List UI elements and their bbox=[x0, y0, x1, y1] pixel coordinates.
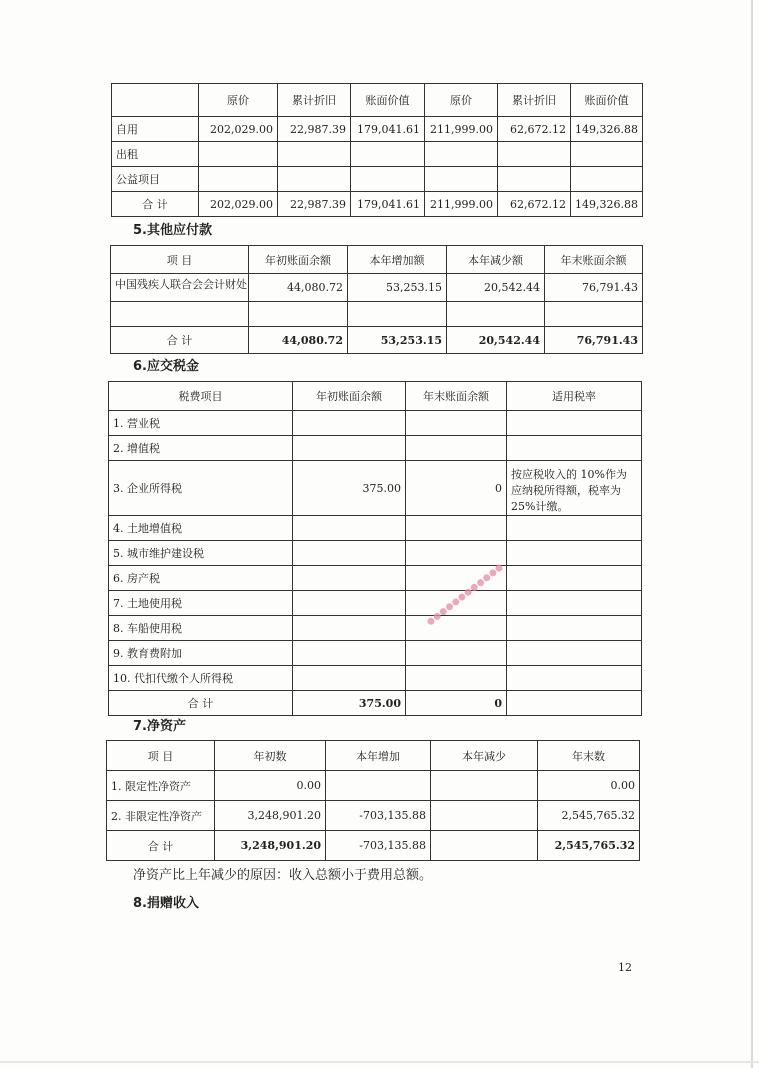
table-cell: 22,987.39 bbox=[278, 117, 351, 142]
row-label: 4. 土地增值税 bbox=[109, 516, 293, 541]
tax-rate-note: 按应税收入的 10%作为应纳税所得额，税率为25%计缴。 bbox=[507, 461, 642, 516]
table-row bbox=[107, 771, 640, 801]
table-cell: -703,135.88 bbox=[326, 801, 431, 831]
table-cell bbox=[293, 541, 406, 566]
table-cell: 0.00 bbox=[215, 771, 326, 801]
table-cell bbox=[293, 616, 406, 641]
table-cell bbox=[406, 666, 507, 691]
table-cell: 53,253.15 bbox=[348, 327, 447, 354]
table-cell bbox=[498, 142, 571, 167]
table-cell bbox=[507, 436, 642, 461]
table-cell bbox=[507, 591, 642, 616]
table-cell: 44,080.72 bbox=[249, 327, 348, 354]
table-cell bbox=[278, 167, 351, 192]
table-cell bbox=[406, 411, 507, 436]
fixed-assets-table bbox=[111, 83, 643, 217]
table-total-row bbox=[107, 831, 640, 861]
table-cell bbox=[293, 436, 406, 461]
table-total-row bbox=[109, 691, 642, 716]
row-label: 自用 bbox=[112, 117, 199, 142]
table-cell bbox=[406, 541, 507, 566]
table-cell bbox=[431, 801, 538, 831]
table-row bbox=[112, 142, 643, 167]
row-label: 3. 企业所得税 bbox=[109, 461, 293, 516]
other-payables-table bbox=[110, 245, 643, 354]
table-cell bbox=[507, 516, 642, 541]
table-cell: 22,987.39 bbox=[278, 192, 351, 217]
table-row bbox=[112, 117, 643, 142]
table-cell bbox=[406, 616, 507, 641]
table-cell bbox=[507, 666, 642, 691]
table-header-row bbox=[109, 382, 642, 411]
table-cell: 53,253.15 bbox=[348, 274, 447, 302]
table-cell bbox=[348, 302, 447, 327]
table-cell bbox=[293, 666, 406, 691]
table-cell bbox=[406, 641, 507, 666]
table-cell bbox=[249, 302, 348, 327]
header-cell bbox=[112, 84, 199, 117]
row-label: 8. 车船使用税 bbox=[109, 616, 293, 641]
header-cell: 年初账面余额 bbox=[293, 382, 406, 411]
table-cell: 20,542.44 bbox=[447, 327, 545, 354]
table-row bbox=[109, 666, 642, 691]
table-cell: 62,672.12 bbox=[498, 192, 571, 217]
table-row bbox=[111, 302, 643, 327]
table-cell bbox=[545, 302, 643, 327]
table-header-row bbox=[112, 84, 643, 117]
row-label: 合 计 bbox=[112, 192, 199, 217]
row-label: 7. 土地使用税 bbox=[109, 591, 293, 616]
table-cell bbox=[571, 142, 643, 167]
table-cell: 2,545,765.32 bbox=[538, 831, 640, 861]
header-cell: 年末账面余额 bbox=[545, 246, 643, 274]
table-cell bbox=[293, 566, 406, 591]
table-cell: 149,326.88 bbox=[571, 117, 643, 142]
table-row bbox=[109, 591, 642, 616]
net-assets-table bbox=[106, 740, 640, 861]
row-label: 1. 限定性净资产 bbox=[107, 771, 215, 801]
table-cell bbox=[431, 831, 538, 861]
row-label: 合 计 bbox=[107, 831, 215, 861]
table-cell bbox=[293, 591, 406, 616]
section-7-title: 7.净资产 bbox=[133, 719, 186, 734]
row-label: 2. 增值税 bbox=[109, 436, 293, 461]
table-cell bbox=[293, 641, 406, 666]
table-cell bbox=[326, 771, 431, 801]
table-cell bbox=[507, 411, 642, 436]
row-label: 6. 房产税 bbox=[109, 566, 293, 591]
taxes-payable-table bbox=[108, 381, 642, 716]
header-cell: 年末账面余额 bbox=[406, 382, 507, 411]
table-cell bbox=[425, 142, 498, 167]
table-row bbox=[112, 167, 643, 192]
row-label: 10. 代扣代缴个人所得税 bbox=[109, 666, 293, 691]
table-cell bbox=[507, 616, 642, 641]
row-label: 5. 城市维护建设税 bbox=[109, 541, 293, 566]
row-label: 2. 非限定性净资产 bbox=[107, 801, 215, 831]
table-cell: -703,135.88 bbox=[326, 831, 431, 861]
table-row bbox=[107, 801, 640, 831]
table-row bbox=[109, 541, 642, 566]
table-cell bbox=[293, 411, 406, 436]
table-row bbox=[109, 566, 642, 591]
header-cell: 本年增加额 bbox=[348, 246, 447, 274]
table-cell: 375.00 bbox=[293, 691, 406, 716]
row-label: 中国残疾人联合会会计财处 bbox=[111, 274, 249, 302]
header-cell: 原价 bbox=[199, 84, 278, 117]
header-cell: 原价 bbox=[425, 84, 498, 117]
table-cell: 44,080.72 bbox=[249, 274, 348, 302]
table-cell bbox=[447, 302, 545, 327]
table-row bbox=[109, 616, 642, 641]
seal-stamp-imprint: ●●●●●●●●●●●● bbox=[425, 561, 506, 628]
header-cell: 账面价值 bbox=[571, 84, 643, 117]
table-cell: 76,791.43 bbox=[545, 327, 643, 354]
table-cell: 62,672.12 bbox=[498, 117, 571, 142]
header-cell: 年末数 bbox=[538, 741, 640, 771]
table-row bbox=[109, 641, 642, 666]
table-cell: 202,029.00 bbox=[199, 192, 278, 217]
row-label: 1. 营业税 bbox=[109, 411, 293, 436]
table-cell bbox=[351, 167, 425, 192]
header-cell: 累计折旧 bbox=[498, 84, 571, 117]
table-cell bbox=[507, 566, 642, 591]
header-cell: 适用税率 bbox=[507, 382, 642, 411]
table-header-row bbox=[111, 246, 643, 274]
header-cell: 项 目 bbox=[107, 741, 215, 771]
header-cell: 本年增加 bbox=[326, 741, 431, 771]
section-5-title: 5.其他应付款 bbox=[133, 223, 212, 238]
table-cell bbox=[278, 142, 351, 167]
table-cell: 179,041.61 bbox=[351, 192, 425, 217]
table-cell: 0.00 bbox=[538, 771, 640, 801]
table-cell bbox=[351, 142, 425, 167]
table-cell bbox=[507, 641, 642, 666]
table-cell: 3,248,901.20 bbox=[215, 801, 326, 831]
table-row bbox=[109, 411, 642, 436]
section-6-title: 6.应交税金 bbox=[133, 359, 199, 374]
table-cell: 211,999.00 bbox=[425, 117, 498, 142]
table-cell bbox=[293, 516, 406, 541]
table-cell bbox=[498, 167, 571, 192]
table-cell bbox=[431, 771, 538, 801]
net-assets-note: 净资产比上年减少的原因：收入总额小于费用总额。 bbox=[133, 868, 433, 883]
table-cell: 76,791.43 bbox=[545, 274, 643, 302]
table-cell: 0 bbox=[406, 691, 507, 716]
section-8-title: 8.捐赠收入 bbox=[133, 896, 199, 911]
header-cell: 本年减少 bbox=[431, 741, 538, 771]
table-cell bbox=[199, 167, 278, 192]
table-cell: 149,326.88 bbox=[571, 192, 643, 217]
table-cell bbox=[406, 436, 507, 461]
header-cell: 年初数 bbox=[215, 741, 326, 771]
table-cell: 2,545,765.32 bbox=[538, 801, 640, 831]
table-cell: 20,542.44 bbox=[447, 274, 545, 302]
header-cell: 本年减少额 bbox=[447, 246, 545, 274]
table-cell bbox=[199, 142, 278, 167]
table-cell: 179,041.61 bbox=[351, 117, 425, 142]
row-label: 9. 教育费附加 bbox=[109, 641, 293, 666]
header-cell: 项 目 bbox=[111, 246, 249, 274]
row-label: 合 计 bbox=[109, 691, 293, 716]
table-cell bbox=[406, 516, 507, 541]
table-row bbox=[111, 274, 643, 302]
header-cell: 年初账面余额 bbox=[249, 246, 348, 274]
row-label: 公益项目 bbox=[112, 167, 199, 192]
table-cell bbox=[571, 167, 643, 192]
table-cell: 3,248,901.20 bbox=[215, 831, 326, 861]
table-cell bbox=[111, 302, 249, 327]
header-cell: 累计折旧 bbox=[278, 84, 351, 117]
table-header-row bbox=[107, 741, 640, 771]
table-cell bbox=[507, 691, 642, 716]
table-cell: 375.00 bbox=[293, 461, 406, 516]
table-total-row bbox=[112, 192, 643, 217]
page-number: 12 bbox=[618, 961, 632, 974]
table-row bbox=[109, 516, 642, 541]
table-cell bbox=[425, 167, 498, 192]
table-cell: 0 bbox=[406, 461, 507, 516]
header-cell: 税费项目 bbox=[109, 382, 293, 411]
header-cell: 账面价值 bbox=[351, 84, 425, 117]
row-label: 合 计 bbox=[111, 327, 249, 354]
table-cell: 202,029.00 bbox=[199, 117, 278, 142]
row-label: 出租 bbox=[112, 142, 199, 167]
table-row bbox=[109, 436, 642, 461]
table-total-row bbox=[111, 327, 643, 354]
table-row bbox=[109, 461, 642, 516]
table-cell: 211,999.00 bbox=[425, 192, 498, 217]
